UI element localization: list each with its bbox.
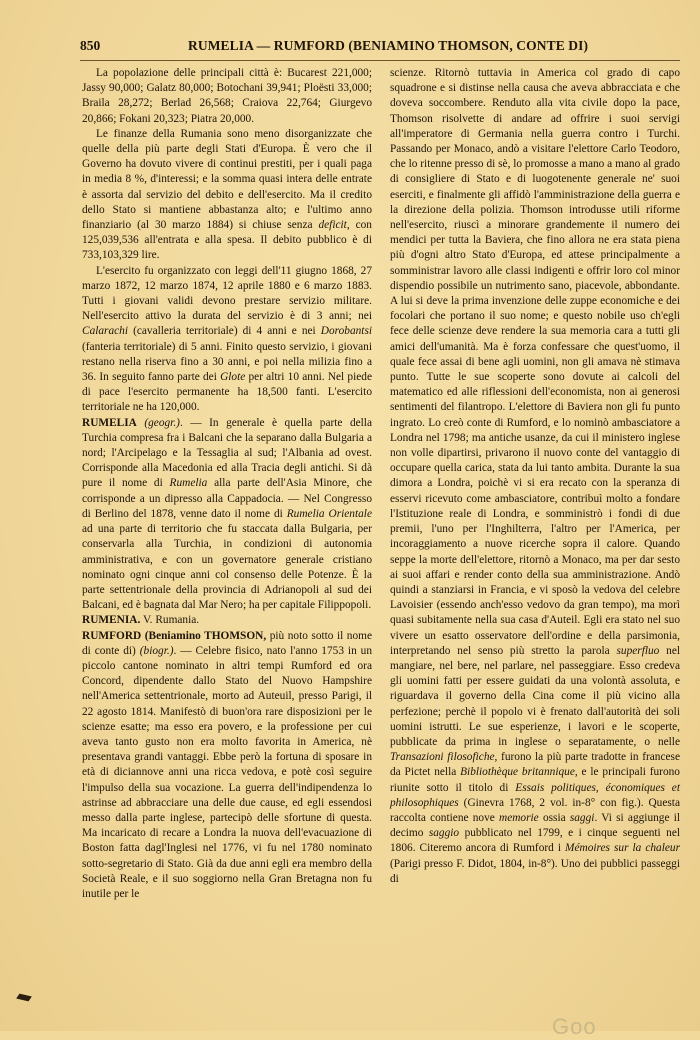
entry-rumford: RUMFORD (Beniamino THOMSON, più noto sotto il nome di conte di) (biogr.). — Celebre fisico, nato l'anno 1753 in un piccolo cantone nominato in altri tempi Rumford ed ora Concord, dipendente dallo Stato del Nuovo Hampshire nell'America settentrionale, morto ad Auteuil, presso Parigi, il 22 agosto 1814. Manifestò di buon'ora rare disposizioni per le scienze esatte; ma esso era povero, e la professione per cui aveva tanto gusto non era molto favorita in America, nè presentava grandi vantaggi. Ebbe però la fortuna di sposare in età di diciannove anni una ricca vedova, e potè così seguire l'impulso della sua vocazione. La guerra dell'indipendenza lo astrinse ad abbracciare una delle due cause, ed egli essendosi messo dalla parte inglese, partecipò delle sfortune di questa. Ma incaricato di recare a Londra la nuova dell'evacuazione di Boston fatta dagl'Inglesi nel 1776, vi fu nel 1780 nominato sotto-segretario di Stato. Già da due anni egli era membro della Società Reale, e il suo soggiorno nella Gran Bretagna non fu inutile per le [82, 629, 373, 900]
left-column [82, 66, 372, 902]
entry-heading: RUMELIA [82, 416, 137, 429]
paragraph-population: La popolazione delle principali città è: Bucarest 221,000; Jassy 90,000; Galatz 80,000; Botochani 39,941; Ploësti 33,000; Braila 28,272; Berlad 26,568; Craiova 22,764; Giurgevo 20,866; Fokani 20,323; Piatra 20,000. [82, 67, 372, 125]
running-title: RUMELIA — RUMFORD (BENIAMINO THOMSON, CONTE DI) [188, 38, 589, 53]
right-column [390, 66, 680, 887]
ink-mark [16, 994, 32, 1002]
paragraph-finances: Le finanze della Rumania sono meno disorganizzate che quelle della più parte degli Stati d'Europa. È vero che il Governo ha dovuto vivere di continui prestiti, per i quali paga in media 8 %, d'interessi; e la somma quasi intera delle entrate è assorta dal servizio del debito e dell'esercito. Ma il credito dello Stato si mantiene abbastanza alto; e l'ultimo anno finanziario (al 30 marzo 1884) si chiuse senza deficit, con 125,039,536 all'entrata e alla spesa. Il debito pubblico è di 733,103,329 lire. [82, 127, 372, 262]
page-number: 850 [80, 38, 101, 53]
entry-rumenia: RUMENIA. V. Rumania. [82, 614, 200, 627]
page-header [80, 38, 680, 60]
entry-heading: RUMENIA. [82, 614, 141, 627]
entry-rumelia: RUMELIA (geogr.). — In generale è quella parte della Turchia compresa fra i Balcani che la separano dalla Bulgaria a nord; l'Arcipelago e la Tessaglia al sud; l'Albania ad ovest. Corrisponde alla Macedonia ed alla Tracia degli antichi. Si dà pure il nome di Rumelia alla parte dell'Asia Minore, che corrisponde a un dipresso alla Cappadocia. — Nel Congresso di Berlino del 1878, venne dato il nome di Rumelia Orientale ad una parte di territorio che fu staccata dalla Bulgaria, per conservarla alla Turchia, in condizioni di autonomia amministrativa, e con un governatore generale cristiano nominato ogni cinque anni col consenso delle Potenze. È la parte settentrionale della provincia di Adrianopoli al sud dei Balcani, ed è bagnata dal Mar Nero; ha per capitale Filippopoli. [82, 416, 372, 612]
header-rule [80, 60, 680, 61]
watermark: Goo [552, 1014, 597, 1039]
entry-heading: RUMFORD (Beniamino THOMSON, [82, 629, 267, 642]
paragraph-rumford-continued: scienze. Ritornò tuttavia in America col grado di capo squadrone e si distinse nella causa che aveva abbracciata e che doveva soccombere. Renduto alla vita civile dopo la pace, Thomson risolvette di andare ad offrire i suoi servigi all'imperatore di Germania nella guerra contro i Turchi. Passando per Monaco, andò a visitare l'elettore Carlo Teodoro, che lo ritenne presso di sè, lo promosse a mano a mano al grado di consigliere di Stato e di luogotenente generale ne' suoi eserciti, e finalmente gli affidò l'amministrazione della guerra e la direzione della polizia. Thomson introdusse utili riforme nell'esercito, riuscì a minorare grandemente il numero dei mendici per tutta la Baviera, che fino allora ne era stata piena più d'ogni altro Stato d'Europa, ed attese principalmente a somministrar lavoro alle classi indigenti e offrir loro col minor dispendio possibile un nutrimento sano, piacevole, abbondante. A lui si deve la prima invenzione delle zuppe economiche e dei focolari che portano il suo nome; e questo nobile uso ch'egli fece delle scienze deve rendere la sua memoria cara a tutti gli amici dell'umanità. Ma è forza confessare che quest'uomo, il quale fece assai di bene agli uomini, non gli amava nè stimava punto. Tutte le sue scoperte sono dovute ai calcoli del matematico ed alle riflessioni dell'economista, non ai generosi sentimenti del filantropo. L'elettore di Baviera non gli fu punto ingrato. Lo creò conte di Rumford, e lo nominò ambasciatore a Londra nel 1798; ma antiche usanze, da cui il ministero inglese non volle dipartirsi, privarono il nuovo conte del vantaggio di occupare quella carica, stata da lui tanto ambita. Durante la sua dimora a Londra, poichè vi si era recato con la speranza di esservi ricevuto come ambasciatore, contribuì molto a fondare l'Istituzione reale di Londra, e somministrò i fondi di due premii, l'uno per l'Inghilterra, l'altro per l'America, per incoraggiamento a nuove ricerche sopra il calore. Quando seppe la morte dell'elettore, ritornò a Monaco, ma per dar sesto ai suoi affari e render conto della sua amministrazione. Andò quindi a stanziarsi in Francia, e vi sposò la vedova del celebre Lavoisier (essendo anch'esso vedovo da gran tempo), ma morì quasi subitamente nella sua casa d'Auteil. Egli era stato nel suo vivere un esatto osservatore dell'ordine e della parsimonia, interpretando nel senso più stretto la parola superfluo nel mangiare, nel bere, nel parlare, nel passeggiare. Esso credeva gli uomini fatti per essere guidati da una volontà assoluta, e riguardava il governo della Cina come il più vicino alla perfezione; perchè il popolo vi è frenato dall'autorità dei soli uomini istrutti. Le sue esperienze, i lavori e le scoperte, pubblicate da prima in inglese o separatamente, o nelle Transazioni filosofiche, furono la più parte tradotte in francese da Pictet nella Bibliothèque britannique, e le principali furono riunite sotto il titolo di Essais politiques, économiques et philosophiques (Ginevra 1768, 2 vol. in-8° con fig.). Questa raccolta contiene nove memorie ossia saggi. Vi si aggiunge il decimo saggio pubblicato nel 1799, e i cinque seguenti nel 1806. Citeremo ancora di Rumford i Mémoires sur la chaleur (Parigi presso F. Didot, 1804, in-8°). Uno dei pubblici passeggi di [390, 67, 681, 885]
paragraph-army: L'esercito fu organizzato con leggi dell'11 giugno 1868, 27 marzo 1872, 12 marzo 1874, 12 aprile 1880 e 6 marzo 1883. Tutti i giovani validi devono prestare servizio militare. Nell'esercito attivo la durata del servizio è di 3 anni; nei Calarachi (cavalleria territoriale) di 4 anni e nei Dorobantsi (fanteria territoriale) di 5 anni. Finito questo servizio, i giovani restano nella riserva fino a 30 anni, e poi nella milizia fino a 36. In seguito fanno parte dei Glote per altri 10 anni. Nel piede di pace l'esercito permanente ha 18,500 fanti. L'esercito territoriale ne ha 120,000. [82, 264, 373, 414]
